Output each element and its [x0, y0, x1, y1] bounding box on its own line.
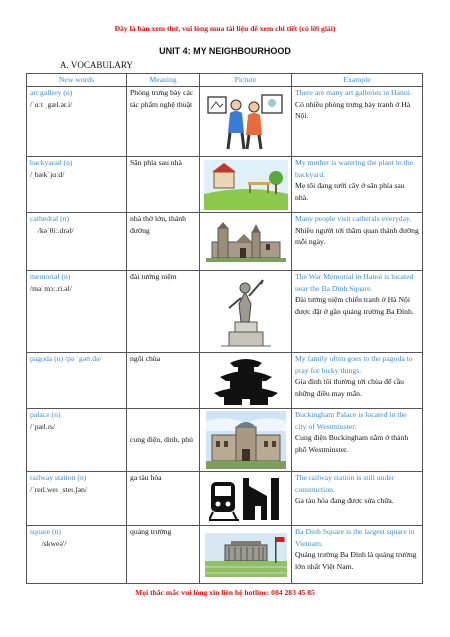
example-vi: Ga tàu hỏa đang được sửa chữa.: [295, 496, 394, 506]
example-en: The War Memorial in Hanoi is located near the Ba Dinh Square.: [295, 272, 414, 293]
word-cell: [27, 526, 127, 584]
example-vi: Đài tưởng niệm chiến tranh ở Hà Nội được đặt ở gần quảng trường Ba Đình.: [295, 295, 414, 316]
meaning-cell: quảng trường: [127, 526, 200, 584]
header-meaning: Meaning: [127, 74, 200, 87]
vocabulary-table: [26, 73, 423, 584]
table-row: [27, 353, 423, 409]
example-cell: [292, 157, 423, 213]
word: backyarad (n): [30, 158, 73, 167]
word-cell: [27, 271, 127, 353]
table-row: [27, 213, 423, 271]
meaning-cell: ngôi chùa: [127, 353, 200, 409]
ipa: /ˈreɪl.weɪ ˌsteɪ.ʃən/: [30, 484, 87, 494]
ipa: /ˌbækˈjɑːd/: [30, 169, 65, 179]
example-en: There are many art galleries in Hanoi.: [295, 88, 412, 97]
header-example: Example: [292, 74, 423, 87]
backyard-picture: [200, 157, 292, 213]
word-cell: [27, 87, 127, 157]
example-vi: Cung điện Buckingham nằm ở thành phố Westminster.: [295, 433, 409, 454]
table-row: [27, 526, 423, 584]
example-cell: [292, 526, 423, 584]
meaning-cell: nhà thờ lớn, thánh đường: [127, 213, 200, 271]
word-cell: [27, 472, 127, 526]
example-en: Ba Dinh Square is the largest square in Vietnam.: [295, 527, 415, 548]
preview-banner: Đây là bản xem thử, vui lòng mua tài liệu để xem chi tiết (có lời giải): [114, 24, 336, 33]
word: pagoda (n) /pə ˈgəʊ.də/: [30, 354, 102, 363]
example-vi: Có nhiều phòng trưng bày tranh ở Hà Nội.: [295, 99, 411, 121]
meaning-cell: đài tưởng niệm: [127, 271, 200, 353]
example-en: Many people visit catherals everyday.: [295, 214, 412, 223]
section-heading: A. VOCABULARY: [60, 60, 133, 70]
pagoda-picture: [200, 353, 292, 409]
example-cell: [292, 353, 423, 409]
railway-station-picture: [200, 472, 292, 526]
palace-picture: [200, 409, 292, 472]
example-en: My family often goes to the pagoda to pray for lucky things.: [295, 354, 413, 375]
meaning-cell: Sân phía sau nhà: [127, 157, 200, 213]
ipa: /ˈpæl.ɪs/: [30, 421, 55, 431]
header-new-words: New words: [27, 74, 127, 87]
word: memorial (n): [30, 272, 71, 281]
word-cell: [27, 353, 127, 409]
page-title: UNIT 4: MY NEIGHBOURHOOD: [159, 46, 291, 56]
meaning-cell: [127, 409, 200, 472]
word: palace (n): [30, 410, 61, 419]
example-cell: [292, 87, 423, 157]
word: cathedral (n): [30, 214, 70, 223]
example-en: The railway station is still under construction.: [295, 473, 395, 494]
example-cell: [292, 472, 423, 526]
table-row: [27, 271, 423, 353]
art-gallery-picture: [200, 87, 292, 157]
table-row: [27, 472, 423, 526]
ipa: /ˈɑːt ˌgæl.ər.i/: [30, 99, 73, 109]
ipa: /məˈmɔː.ri.əl/: [30, 283, 72, 293]
word: square (n): [30, 527, 61, 536]
example-cell: [292, 271, 423, 353]
memorial-picture: [200, 271, 292, 353]
word: railway station (n): [30, 473, 87, 482]
table-row: [27, 157, 423, 213]
word: art gallery (n): [30, 88, 73, 97]
word-cell: [27, 213, 127, 271]
table-header-row: [27, 74, 423, 87]
example-vi: Mẹ tôi đang tưới cây ở sân phía sau nhà.: [295, 181, 405, 202]
example-vi: Nhiều người tới thăm quan thánh đường mỗi ngày.: [295, 225, 419, 247]
example-en: Buckingham Palace is located in the city of Westminster.: [295, 410, 407, 431]
example-vi: Gia đình tôi thường tới chùa để cầu những điều may mắn.: [295, 377, 405, 398]
word-cell: [27, 409, 127, 472]
meaning-text: cung điện, dinh, phủ: [130, 435, 193, 445]
hotline-banner: Mọi thắc mắc vui lòng xin liên hệ hotline: 084 283 45 85: [135, 588, 315, 597]
example-vi: Quảng trường Ba Đình là quảng trường lớn nhất Việt Nam.: [295, 550, 417, 571]
ipa: /skweə'/: [41, 538, 67, 548]
ipa: /kəˈθiː.drəl/: [37, 225, 74, 235]
meaning-cell: Phòng trưng bày các tác phẩm nghệ thuật: [127, 87, 200, 157]
square-picture: [200, 526, 292, 584]
example-cell: [292, 409, 423, 472]
example-cell: [292, 213, 423, 271]
word-cell: [27, 157, 127, 213]
meaning-cell: ga tàu hỏa: [127, 472, 200, 526]
cathedral-picture: [200, 213, 292, 271]
table-row: [27, 87, 423, 157]
header-picture: Picture: [200, 74, 292, 87]
table-row: [27, 409, 423, 472]
example-en: My mother is watering the plant in the backyard.: [295, 158, 414, 179]
